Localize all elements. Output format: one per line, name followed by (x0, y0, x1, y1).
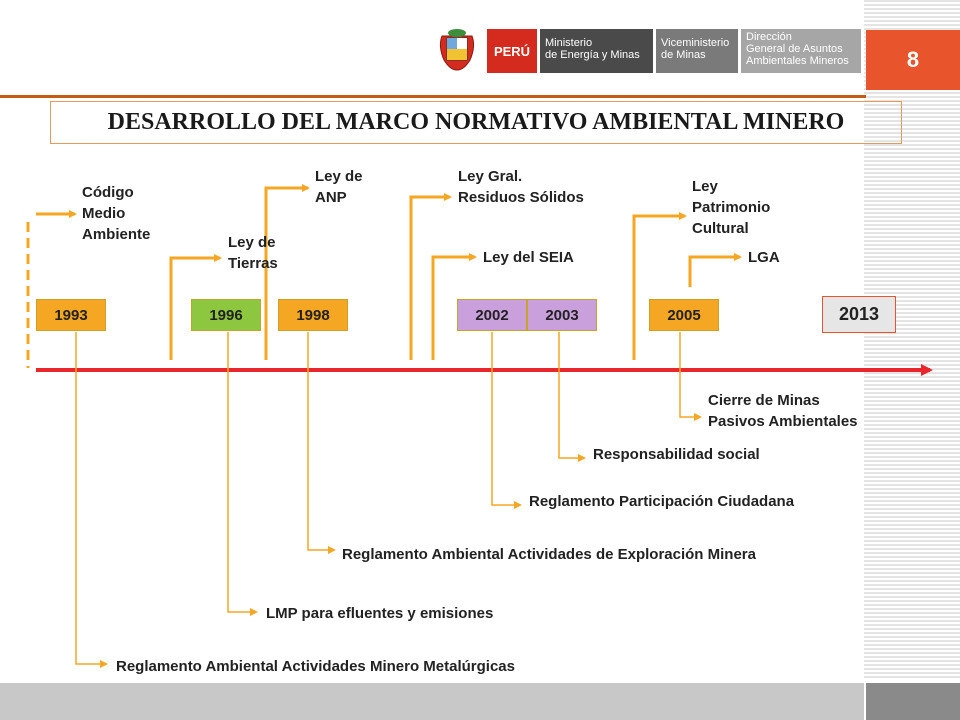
arrow-anp (266, 188, 308, 360)
label-ley-tierras: Ley de Tierras (228, 234, 278, 272)
label-ley-anp: Ley de ANP (315, 168, 363, 206)
arrow-lmp (228, 332, 256, 612)
arrow-lga (690, 257, 740, 287)
year-2013: 2013 (822, 296, 896, 333)
arrow-metalurgicas (76, 332, 106, 664)
year-1993: 1993 (36, 299, 106, 331)
label-lmp-efluentes: LMP para efluentes y emisiones (266, 605, 494, 622)
label-ley-seia: Ley del SEIA (483, 249, 574, 266)
year-1996: 1996 (191, 299, 261, 331)
arrow-exploracion (308, 332, 334, 550)
label-codigo-medio-ambiente: Código Medio Ambiente (82, 184, 151, 243)
label-ley-residuos: Ley Gral. Residuos Sólidos (458, 168, 584, 206)
year-1998: 1998 (278, 299, 348, 331)
year-2002: 2002 (457, 299, 527, 331)
peru-logo: PERÚ (487, 29, 537, 73)
label-exploracion-minera: Reglamento Ambiental Actividades de Exploración Minera (342, 546, 756, 563)
direction-text: Dirección General de Asuntos Ambientales Mineros (746, 31, 849, 67)
arrow-patrimonio (634, 216, 685, 360)
arrow-responsabilidad (559, 332, 584, 458)
year-2003: 2003 (527, 299, 597, 331)
year-2005: 2005 (649, 299, 719, 331)
arrow-cierre (680, 332, 700, 417)
label-responsabilidad-social: Responsabilidad social (593, 446, 760, 463)
label-lga: LGA (748, 249, 780, 266)
label-participacion-ciudadana: Reglamento Participación Ciudadana (529, 493, 795, 510)
ministry-text: Ministerio de Energía y Minas (545, 37, 640, 61)
viceministry-text: Viceministerio de Minas (661, 37, 730, 61)
page-number: 8 (866, 30, 960, 90)
arrow-residuos (411, 197, 450, 360)
label-minero-metalurgicas: Reglamento Ambiental Actividades Minero Metalúrgicas (116, 658, 515, 675)
page-title: DESARROLLO DEL MARCO NORMATIVO AMBIENTAL MINERO (50, 101, 902, 144)
label-ley-patrimonio: Ley Patrimonio Cultural (692, 178, 771, 237)
arrow-participacion (492, 332, 520, 505)
label-cierre-minas: Cierre de Minas Pasivos Ambientales (708, 392, 858, 430)
